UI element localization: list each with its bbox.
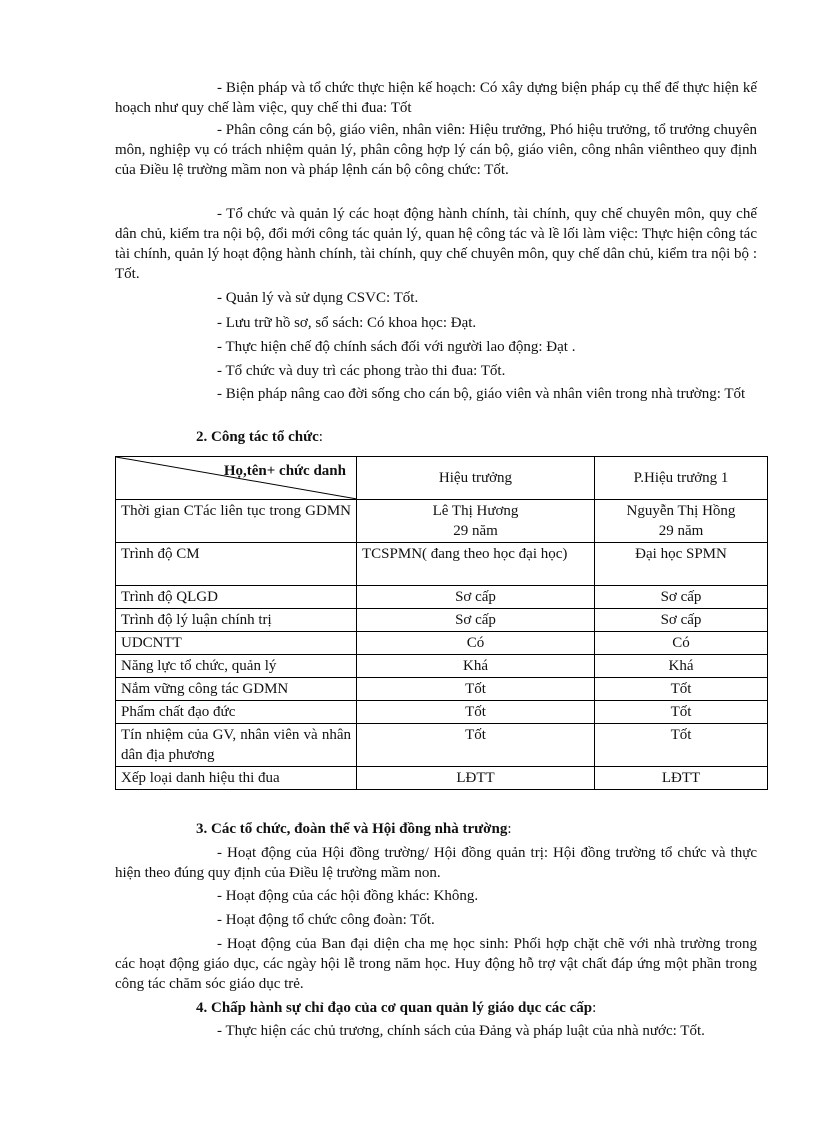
paragraph-policy-compliance: - Thực hiện các chủ trương, chính sách của Đảng và pháp luật của nhà nước: Tốt. bbox=[217, 1023, 705, 1039]
section-3-title: 3. Các tổ chức, đoàn thể và Hội đồng nhà trường bbox=[196, 821, 508, 837]
paragraph-living-standards: - Biện pháp nâng cao đời sống cho cán bộ, giáo viên và nhân viên trong nhà trường: Tốt bbox=[217, 386, 746, 402]
paragraph-emulation: - Tổ chức và duy trì các phong trào thi đua: Tốt. bbox=[217, 363, 506, 379]
header-principal: Hiệu trưởng bbox=[357, 457, 595, 500]
section-2-heading bbox=[196, 427, 756, 447]
section-4-colon: : bbox=[592, 1000, 597, 1016]
paragraph-school-council: - Hoạt động của Hội đồng trường/ Hội đồng quản trị: Hội đồng trường tổ chức và thực hiện theo đúng quy định của Điều lệ trường mầm non. bbox=[115, 845, 757, 881]
cell-vice-principal: Tốt bbox=[595, 701, 768, 724]
cell-principal: Có bbox=[357, 632, 595, 655]
cell-vice-principal: Tốt bbox=[595, 724, 768, 767]
table-row bbox=[116, 678, 768, 701]
row-label: Phẩm chất đạo đức bbox=[116, 701, 357, 724]
row-label bbox=[116, 500, 357, 543]
cell-vice-principal: Đại học SPMN bbox=[595, 543, 768, 586]
section-3-heading bbox=[196, 819, 756, 839]
cell-principal: TCSPMN( đang theo học đại học) bbox=[357, 543, 595, 586]
cell-vice-principal: Tốt bbox=[595, 678, 768, 701]
vice-principal-years: 29 năm bbox=[658, 523, 704, 539]
table-row bbox=[116, 632, 768, 655]
cell-principal: Tốt bbox=[357, 678, 595, 701]
table-row bbox=[116, 586, 768, 609]
cell-principal: Sơ cấp bbox=[357, 586, 595, 609]
section-2-colon: : bbox=[318, 429, 323, 445]
row-label: Tín nhiệm của GV, nhân viên và nhân dân địa phương bbox=[116, 724, 357, 767]
header-vice-principal: P.Hiệu trưởng 1 bbox=[595, 457, 768, 500]
paragraph-labor-policy: - Thực hiện chế độ chính sách đối với người lao động: Đạt . bbox=[217, 339, 576, 355]
cell-principal: LĐTT bbox=[357, 767, 595, 790]
table-row bbox=[116, 543, 768, 586]
paragraph-facilities: - Quản lý và sử dụng CSVC: Tốt. bbox=[217, 290, 419, 306]
row-label: Nắm vững công tác GDMN bbox=[116, 678, 357, 701]
cell-vice-principal: LĐTT bbox=[595, 767, 768, 790]
row-label-text: Thời gian CTác liên tục trong GDMN bbox=[121, 503, 351, 519]
cell-principal: Tốt bbox=[357, 701, 595, 724]
vice-principal-name: Nguyễn Thị Hồng bbox=[626, 503, 736, 519]
table-corner-cell bbox=[116, 457, 357, 500]
table-row bbox=[116, 500, 768, 543]
principal-name: Lê Thị Hương bbox=[432, 503, 519, 519]
cell-vice-principal: Sơ cấp bbox=[595, 586, 768, 609]
cell-vice-principal: Sơ cấp bbox=[595, 609, 768, 632]
cell-principal: Khá bbox=[357, 655, 595, 678]
table-row bbox=[116, 609, 768, 632]
table-row bbox=[116, 701, 768, 724]
cell-principal: Tốt bbox=[357, 724, 595, 767]
section-3-colon: : bbox=[507, 821, 512, 837]
section-2-title: 2. Công tác tổ chức bbox=[196, 429, 319, 445]
paragraph-staff-assignment: - Phân công cán bộ, giáo viên, nhân viên: Hiệu trưởng, Phó hiệu trưởng, tổ trưởng chuyên môn, nghiệp vụ có trách nhiệm quản lý, phân công hợp lý cán bộ, giáo viên, công nhân viêntheo quy định của Điều lệ trường mầm non và pháp lệnh cán bộ công chức: Tốt. bbox=[115, 122, 757, 178]
paragraph-trade-union: - Hoạt động tổ chức công đoàn: Tốt. bbox=[217, 912, 435, 928]
row-label: Xếp loại danh hiệu thi đua bbox=[116, 767, 357, 790]
organization-table bbox=[115, 456, 768, 790]
paragraph-records: - Lưu trữ hồ sơ, sổ sách: Có khoa học: Đạt. bbox=[217, 315, 477, 331]
row-label: UDCNTT bbox=[116, 632, 357, 655]
paragraph-implementation-measures: - Biện pháp và tổ chức thực hiện kế hoạch: Có xây dựng biện pháp cụ thể để thực hiện kế hoạch như quy chế làm việc, quy chế thi đua: Tốt bbox=[115, 80, 757, 116]
paragraph-administration: - Tổ chức và quản lý các hoạt động hành chính, tài chính, quy chế chuyên môn, quy chế dân chủ, kiểm tra nội bộ, đổi mới công tác quản lý, quan hệ công tác và lề lối làm việc: Thực hiện công tác tài chính, quản lý hoạt động hành chính, tài chính, quy chế chuyên môn, quy chế dân chủ, kiểm tra nội bộ : Tốt. bbox=[115, 206, 757, 282]
row-label: Trình độ QLGD bbox=[116, 586, 357, 609]
paragraph-parents-board: - Hoạt động của Ban đại diện cha mẹ học sinh: Phối hợp chặt chẽ với nhà trường trong các hoạt động giáo dục, các ngày hội lễ trong năm học. Huy động hỗ trợ vật chất đáp ứng một phần trong công tác chăm sóc giáo dục trẻ. bbox=[115, 936, 757, 992]
section-4-title: 4. Chấp hành sự chỉ đạo của cơ quan quản lý giáo dục các cấp bbox=[196, 1000, 593, 1016]
row-label: Trình độ lý luận chính trị bbox=[116, 609, 357, 632]
table-row bbox=[116, 655, 768, 678]
paragraph-other-councils: - Hoạt động của các hội đồng khác: Không. bbox=[217, 888, 479, 904]
cell-vice-principal: Khá bbox=[595, 655, 768, 678]
row-label: Năng lực tổ chức, quản lý bbox=[116, 655, 357, 678]
cell-vice-principal: Có bbox=[595, 632, 768, 655]
principal-years: 29 năm bbox=[453, 523, 498, 539]
table-header-row bbox=[116, 457, 768, 500]
corner-label: Họ,tên+ chức danh bbox=[223, 463, 346, 479]
cell-principal: Sơ cấp bbox=[357, 609, 595, 632]
table-row bbox=[116, 724, 768, 767]
cell-principal bbox=[357, 500, 595, 543]
cell-vice-principal bbox=[595, 500, 768, 543]
table-row bbox=[116, 767, 768, 790]
section-4-heading bbox=[196, 998, 756, 1018]
row-label: Trình độ CM bbox=[116, 543, 357, 586]
